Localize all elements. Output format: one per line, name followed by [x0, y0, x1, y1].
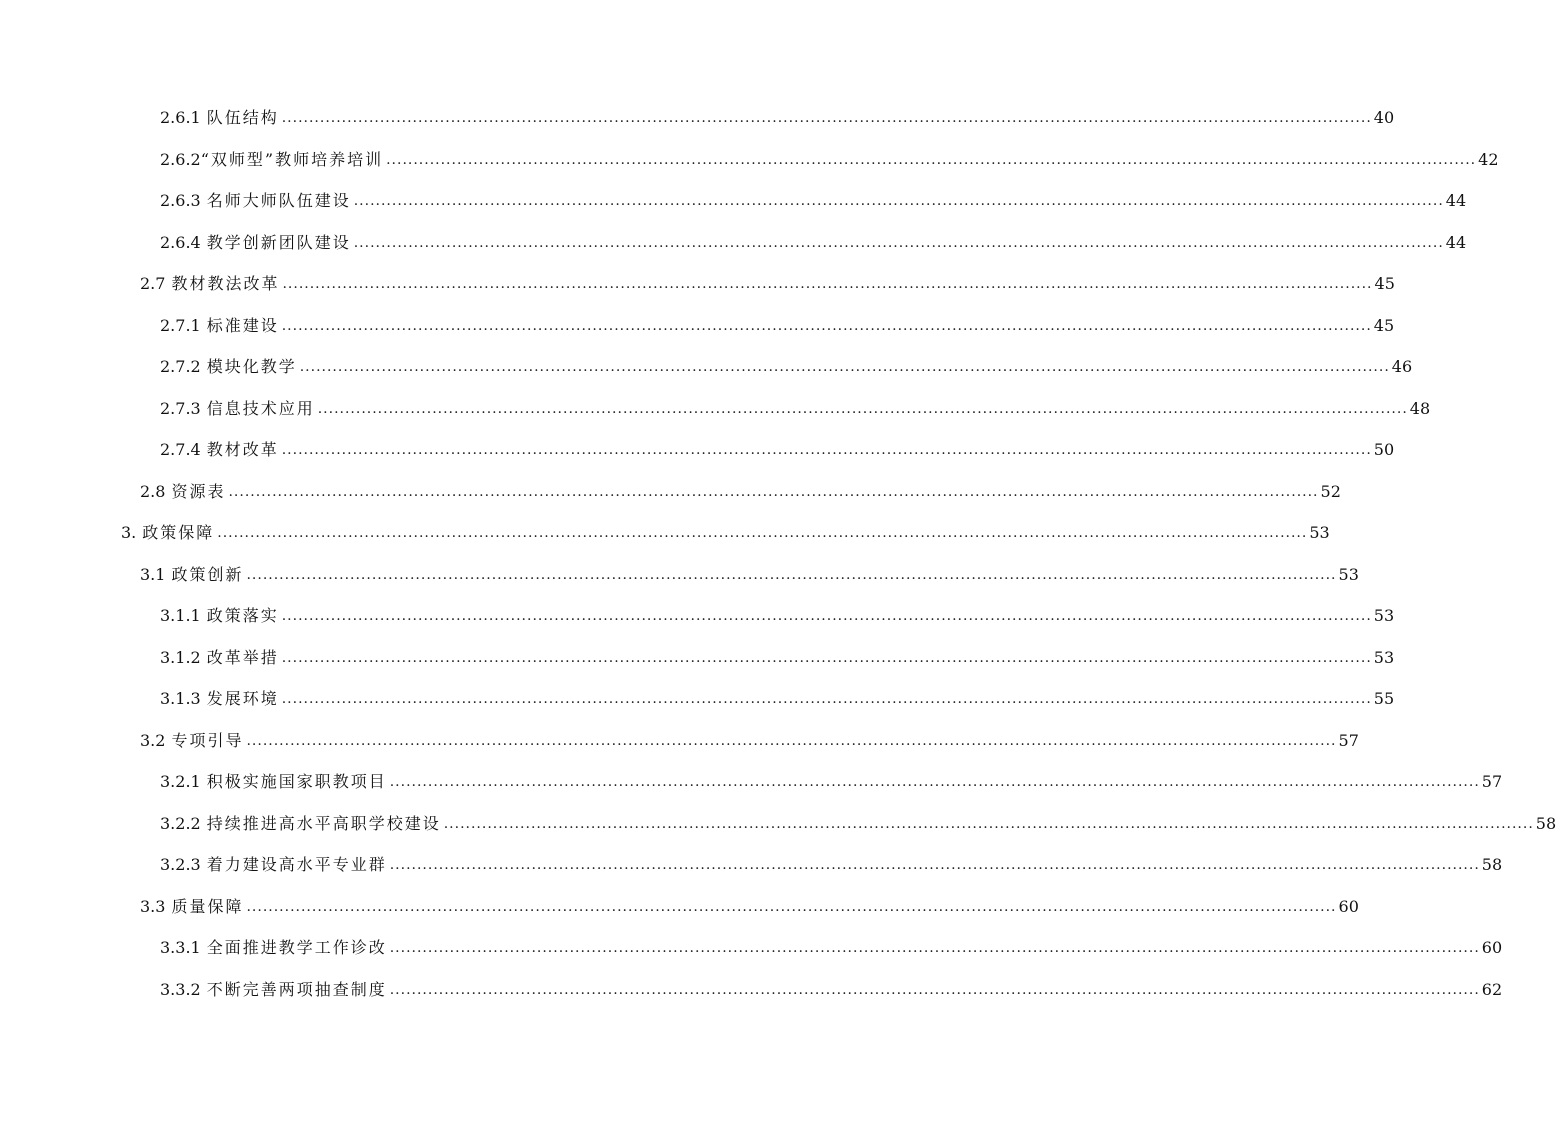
dot-leader: ........................................................................................................................................................................................................ — [281, 691, 1372, 707]
toc-entry-number: 2.7.4 — [160, 440, 201, 459]
toc-entry-page: 60 — [1481, 938, 1503, 957]
dot-leader: ........................................................................................................................................................................................................ — [246, 898, 1337, 915]
toc-entry-number: 2.6.2 — [160, 149, 201, 169]
toc-entry[interactable] — [160, 602, 1395, 626]
toc-entry-page: 52 — [1320, 481, 1341, 501]
dot-leader: ........................................................................................................................................................................................................ — [443, 815, 1534, 832]
toc-entry-title: 资源表 — [171, 481, 226, 501]
dot-leader: ........................................................................................................................................................................................................ — [281, 110, 1372, 126]
toc-entry-page: 44 — [1445, 191, 1467, 210]
toc-entry[interactable] — [140, 893, 1359, 917]
toc-entry[interactable] — [160, 229, 1467, 253]
dot-leader: ........................................................................................................................................................................................................ — [353, 193, 1444, 209]
toc-entry-title: 不断完善两项抽查制度 — [206, 979, 387, 999]
toc-entry-page: 42 — [1478, 149, 1499, 169]
toc-entry[interactable] — [160, 976, 1503, 1000]
toc-entry[interactable] — [121, 519, 1330, 543]
toc-entry[interactable] — [160, 644, 1395, 668]
toc-entry-number: 3.2.3 — [160, 855, 201, 874]
toc-entry-title: 全面推进教学工作诊改 — [206, 938, 387, 957]
toc-entry-page: 48 — [1409, 398, 1431, 418]
toc-entry[interactable] — [140, 727, 1359, 751]
toc-entry[interactable] — [160, 768, 1503, 792]
toc-entry-number: 2.7.1 — [160, 315, 201, 335]
dot-leader: ........................................................................................................................................................................................................ — [217, 525, 1308, 541]
dot-leader: ........................................................................................................................................................................................................ — [281, 649, 1372, 666]
dot-leader: ........................................................................................................................................................................................................ — [353, 234, 1444, 251]
toc-entry-number: 3.1 — [140, 564, 166, 584]
toc-entry[interactable] — [160, 685, 1395, 709]
toc-entry-page: 53 — [1373, 647, 1395, 667]
toc-entry-number: 2.7.3 — [160, 398, 201, 418]
toc-entry-number: 3.1.3 — [160, 689, 201, 708]
dot-leader: ........................................................................................................................................................................................................ — [246, 566, 1337, 583]
toc-entry-title: 标准建设 — [206, 315, 279, 335]
toc-entry[interactable] — [160, 395, 1431, 419]
toc-entry-page: 53 — [1373, 606, 1395, 625]
toc-entry-page: 57 — [1481, 772, 1503, 791]
toc-entry-number: 2.6.3 — [160, 191, 201, 210]
toc-entry-number: 2.6.4 — [160, 232, 201, 252]
toc-entry-page: 44 — [1445, 232, 1467, 252]
dot-leader: ........................................................................................................................................................................................................ — [386, 151, 1477, 168]
dot-leader: ........................................................................................................................................................................................................ — [281, 442, 1372, 458]
toc-entry[interactable] — [140, 478, 1341, 502]
toc-entry[interactable] — [160, 187, 1467, 211]
toc-entry-title: 专项引导 — [171, 730, 244, 750]
dot-leader: ........................................................................................................................................................................................................ — [389, 940, 1480, 956]
dot-leader: ........................................................................................................................................................................................................ — [299, 359, 1390, 375]
dot-leader: ........................................................................................................................................................................................................ — [228, 483, 1319, 500]
toc-entry-page: 50 — [1373, 440, 1395, 459]
toc-entry-number: 3.2 — [140, 730, 166, 750]
toc-entry[interactable] — [160, 146, 1499, 170]
toc-entry-page: 46 — [1391, 357, 1413, 376]
toc-entry[interactable] — [160, 934, 1503, 958]
toc-entry-title: 教材教法改革 — [171, 274, 280, 293]
dot-leader: ........................................................................................................................................................................................................ — [281, 317, 1372, 334]
toc-entry-title: 着力建设高水平专业群 — [206, 855, 387, 874]
toc-entry-number: 2.7.2 — [160, 357, 201, 376]
toc-entry-title: 模块化教学 — [206, 357, 297, 376]
toc-entry-title: 政策保障 — [142, 523, 215, 542]
toc-entry-title: 质量保障 — [171, 896, 244, 916]
toc-entry-title: 教材改革 — [206, 440, 279, 459]
dot-leader: ........................................................................................................................................................................................................ — [389, 981, 1480, 998]
toc-entry-title: 名师大师队伍建设 — [206, 191, 351, 210]
toc-entry-page: 58 — [1535, 813, 1556, 833]
toc-entry-page: 62 — [1481, 979, 1503, 999]
toc-entry-page: 58 — [1481, 855, 1503, 874]
toc-entry-title: 改革举措 — [206, 647, 279, 667]
dot-leader: ........................................................................................................................................................................................................ — [389, 774, 1480, 790]
toc-entry-title: 信息技术应用 — [206, 398, 315, 418]
toc-entry-number: 3.3.2 — [160, 979, 201, 999]
toc-entry-page: 57 — [1338, 730, 1359, 750]
toc-entry-page: 60 — [1338, 896, 1359, 916]
toc-entry[interactable] — [160, 436, 1395, 460]
toc-entry[interactable] — [140, 270, 1395, 294]
dot-leader: ........................................................................................................................................................................................................ — [246, 732, 1337, 749]
toc-entry-page: 40 — [1373, 108, 1395, 127]
toc-entry-title: 积极实施国家职教项目 — [206, 772, 387, 791]
toc-entry-number: 3.1.2 — [160, 647, 201, 667]
toc-entry-title: 发展环境 — [206, 689, 279, 708]
dot-leader: ........................................................................................................................................................................................................ — [282, 276, 1373, 292]
toc-entry-title: 队伍结构 — [206, 108, 279, 127]
toc-entry-number: 3.1.1 — [160, 606, 201, 625]
toc-entry-number: 3.2.2 — [160, 813, 201, 833]
toc-entry-page: 45 — [1374, 274, 1395, 293]
toc-entry-number: 2.8 — [140, 481, 166, 501]
toc-entry-number: 3.3 — [140, 896, 166, 916]
toc-entry-page: 53 — [1309, 523, 1330, 542]
toc-entry-title: 持续推进高水平高职学校建设 — [206, 813, 441, 833]
toc-entry[interactable] — [160, 104, 1395, 128]
toc-entry-page: 45 — [1373, 315, 1395, 335]
toc-entry-page: 55 — [1373, 689, 1395, 708]
toc-entry[interactable] — [160, 810, 1556, 834]
dot-leader: ........................................................................................................................................................................................................ — [389, 857, 1480, 873]
toc-entry-page: 53 — [1338, 564, 1359, 584]
toc-entry-title: 教学创新团队建设 — [206, 232, 351, 252]
toc-entry[interactable] — [160, 312, 1395, 336]
toc-entry[interactable] — [160, 851, 1503, 875]
toc-entry-number: 2.7 — [140, 274, 166, 293]
toc-entry[interactable] — [140, 561, 1359, 585]
toc-entry-number: 2.6.1 — [160, 108, 201, 127]
toc-entry-title: 政策创新 — [171, 564, 244, 584]
dot-leader: ........................................................................................................................................................................................................ — [317, 400, 1408, 417]
toc-entry-title: 政策落实 — [206, 606, 279, 625]
toc-entry[interactable] — [160, 353, 1413, 377]
toc-entry-number: 3.3.1 — [160, 938, 201, 957]
dot-leader: ........................................................................................................................................................................................................ — [281, 608, 1372, 624]
toc-entry-number: 3.2.1 — [160, 772, 201, 791]
toc-entry-number: 3. — [121, 523, 137, 542]
toc-entry-title: “双师型”教师培养培训 — [200, 149, 384, 169]
